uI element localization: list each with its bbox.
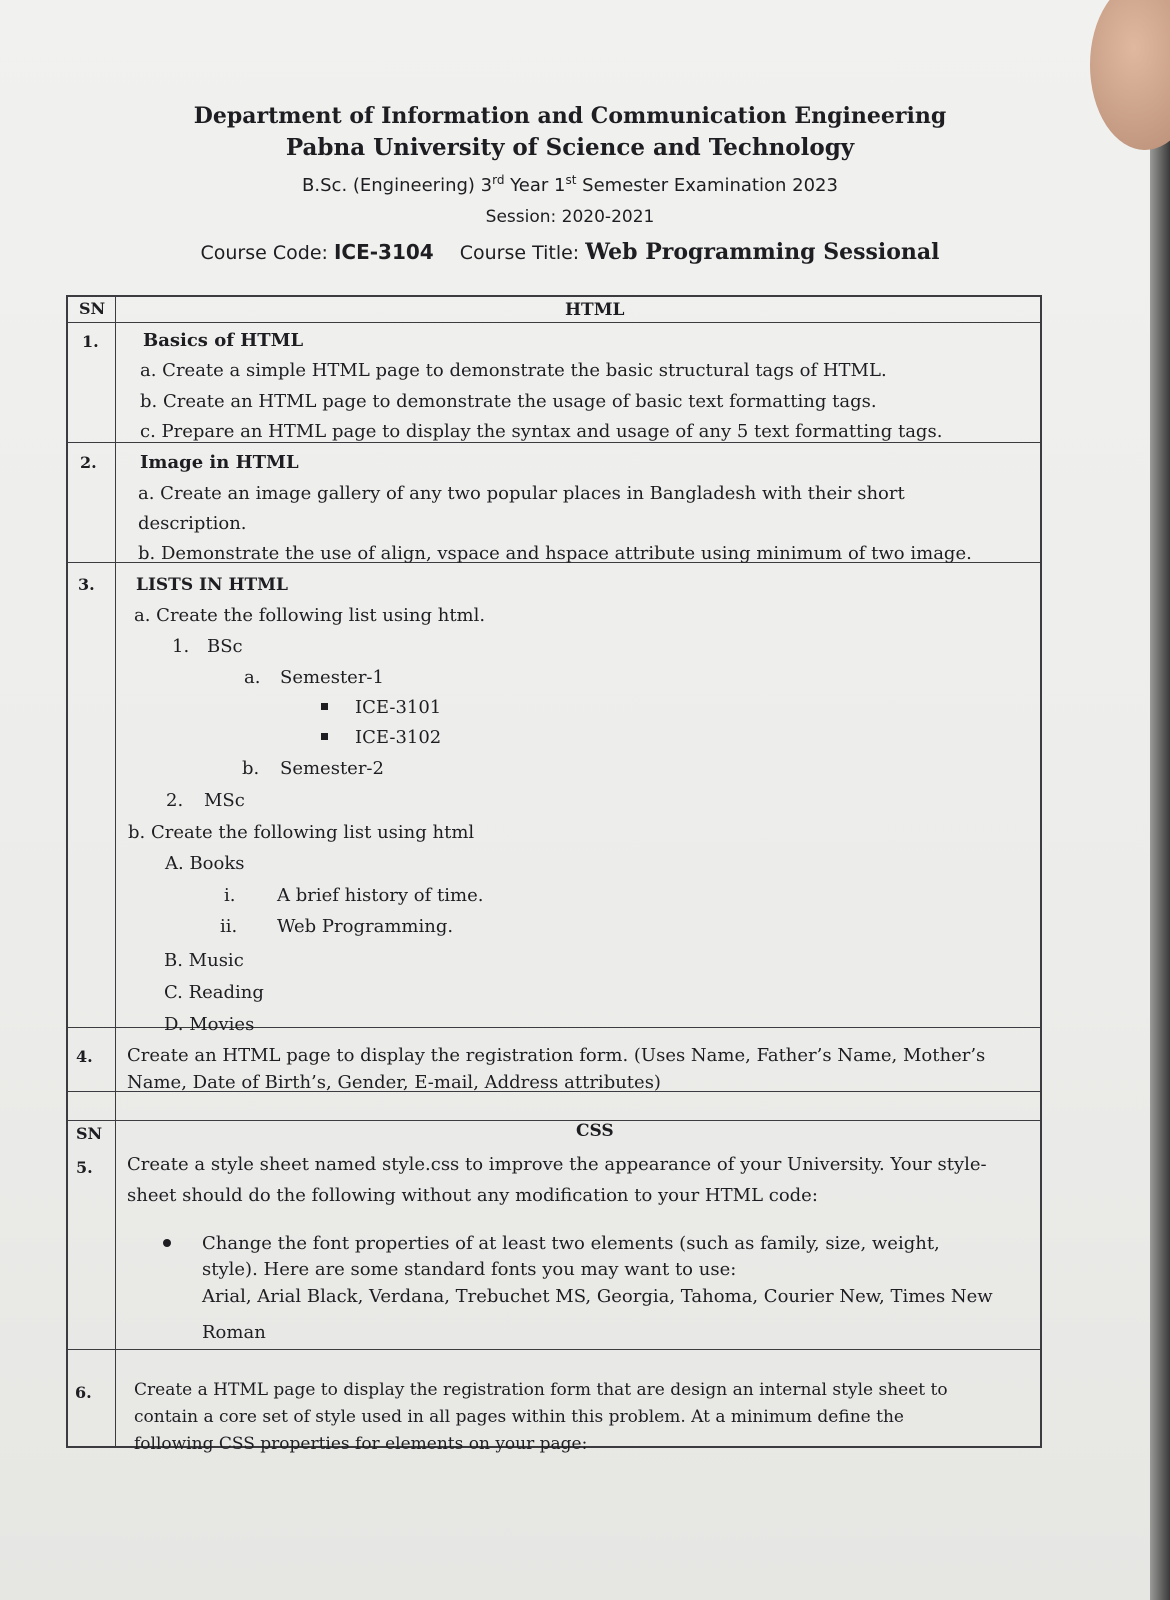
q3-title: LISTS IN HTML [136, 575, 288, 595]
list-item-ice-3101: ICE-3101 [355, 697, 442, 718]
q3-part-a: a. Create the following list using html. [134, 605, 486, 626]
list-item-brief-history: A brief history of time. [277, 885, 484, 906]
q5-bullet-line3: Arial, Arial Black, Verdana, Trebuchet MS, Georgia, Tahoma, Courier New, Times New [202, 1286, 993, 1307]
q3-part-b: b. Create the following list using html [128, 822, 475, 843]
list-item-semester-1: Semester-1 [280, 667, 384, 688]
round-bullet-icon [163, 1239, 171, 1247]
q2-part-a-line1: a. Create an image gallery of any two popular places in Bangladesh with their short [138, 483, 905, 504]
q1-title: Basics of HTML [143, 330, 304, 351]
q6-line3: following CSS properties for elements on your page: [134, 1434, 588, 1454]
sn-column-divider [115, 295, 116, 1448]
list-item-num: 2. [166, 790, 184, 811]
q2-title: Image in HTML [140, 452, 299, 473]
list-item-reading: C. Reading [164, 982, 264, 1003]
q5-line2: sheet should do the following without any modification to your HTML code: [127, 1185, 818, 1206]
q1-number: 1. [82, 332, 99, 351]
exam-line: B.Sc. (Engineering) 3rd Year 1st Semester Examination 2023 [302, 173, 838, 196]
university-name: Pabna University of Science and Technology [285, 134, 855, 161]
table-border-right [1040, 295, 1042, 1448]
square-bullet-icon [321, 733, 328, 740]
q1-part-b: b. Create an HTML page to demonstrate the usage of basic text formatting tags. [140, 391, 877, 412]
q5-line1: Create a style sheet named style.css to improve the appearance of your University. Your style- [127, 1154, 987, 1175]
sn-header: SN [79, 299, 106, 318]
row-divider [66, 322, 1042, 323]
list-item-bsc: BSc [207, 636, 243, 657]
list-item-letter: b. [242, 758, 260, 779]
q5-bullet-line2: style). Here are some standard fonts you may want to use: [202, 1259, 737, 1280]
course-title: Web Programming Sessional [585, 239, 940, 265]
list-item-web-programming: Web Programming. [277, 916, 454, 937]
list-item-movies: D. Movies [164, 1014, 255, 1035]
q2-part-b: b. Demonstrate the use of align, vspace and hspace attribute using minimum of two image. [138, 543, 972, 564]
q6-line1: Create a HTML page to display the registration form that are design an internal style sheet to [134, 1380, 948, 1400]
list-item-music: B. Music [164, 950, 244, 971]
sn-header: SN [76, 1124, 103, 1143]
q4-number: 4. [76, 1047, 93, 1066]
q5-number: 5. [76, 1158, 93, 1177]
q6-line2: contain a core set of style used in all pages within this problem. At a minimum define the [134, 1407, 904, 1427]
list-item-roman: i. [224, 885, 236, 906]
table-border-left [66, 295, 68, 1448]
course-code: ICE-3104 [333, 240, 434, 264]
department-name: Department of Information and Communication Engineering [193, 103, 947, 129]
q1-part-c: c. Prepare an HTML page to display the syntax and usage of any 5 text formatting tags. [140, 421, 943, 442]
list-item-roman: ii. [220, 916, 238, 937]
q3-number: 3. [78, 575, 95, 594]
q2-part-a-line2: description. [138, 513, 247, 534]
q5-bullet-line4: Roman [202, 1322, 266, 1343]
row-divider [66, 1120, 1042, 1121]
row-divider [66, 1349, 1042, 1350]
list-item-ice-3102: ICE-3102 [355, 727, 442, 748]
list-item-books: A. Books [165, 853, 245, 874]
list-item-num: 1. [172, 636, 190, 657]
list-item-msc: MSc [204, 790, 245, 811]
q1-part-a: a. Create a simple HTML page to demonstrate the basic structural tags of HTML. [140, 360, 887, 381]
q6-number: 6. [75, 1383, 92, 1402]
list-item-semester-2: Semester-2 [280, 758, 384, 779]
css-section-header: CSS [576, 1121, 614, 1141]
list-item-letter: a. [244, 667, 261, 688]
q5-bullet-line1: Change the font properties of at least two elements (such as family, size, weight, [202, 1233, 940, 1254]
course-line: Course Code: ICE-3104 Course Title: Web Programming Sessional [200, 239, 940, 265]
square-bullet-icon [321, 703, 328, 710]
q4-line2: Name, Date of Birth’s, Gender, E-mail, Address attributes) [127, 1072, 661, 1093]
paper-edge-shadow [1150, 140, 1170, 1600]
html-section-header: HTML [565, 300, 625, 320]
session-line: Session: 2020-2021 [485, 207, 655, 227]
q2-number: 2. [80, 453, 97, 472]
table-border-top [66, 295, 1042, 297]
q4-line1: Create an HTML page to display the registration form. (Uses Name, Father’s Name, Mother’s [127, 1045, 986, 1066]
